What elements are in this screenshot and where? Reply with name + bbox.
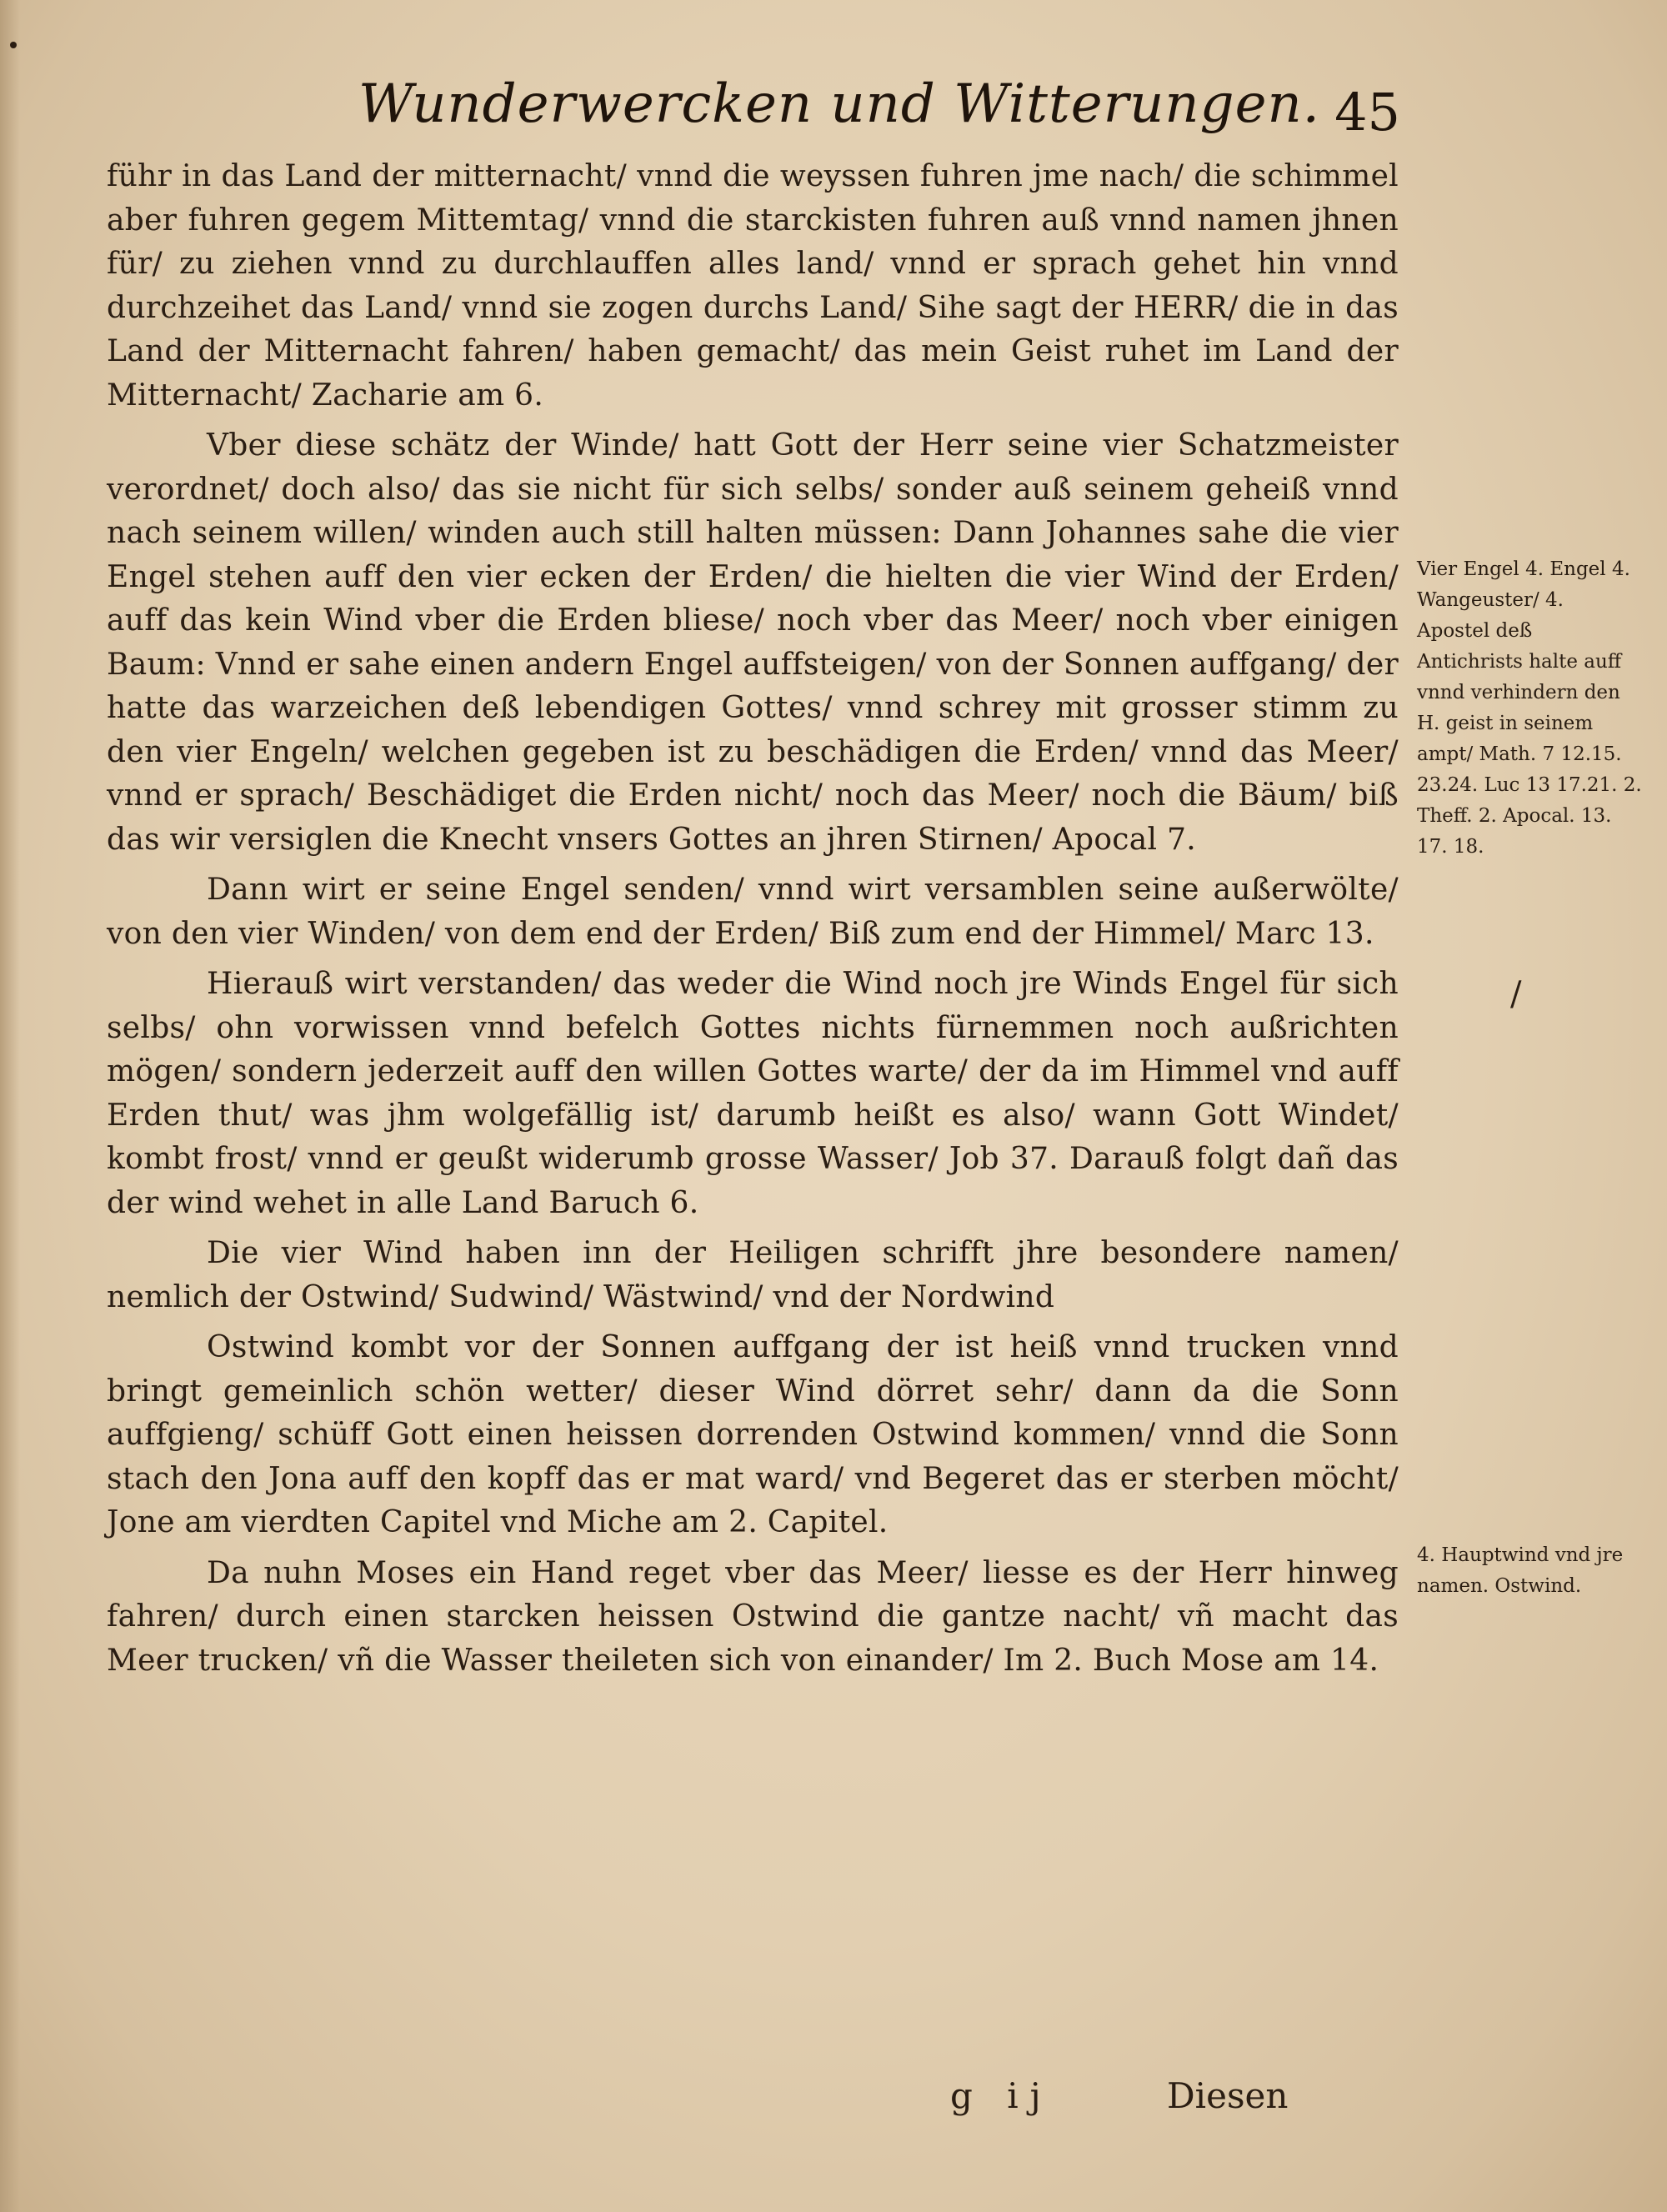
ink-dot — [10, 42, 17, 48]
body-text — [107, 155, 1399, 1689]
page-number: 45 — [1334, 82, 1400, 143]
paragraph-6: Ostwind kombt vor der Sonnen auffgang der ist heiß vnnd trucken vnnd bringt gemeinlich schön wetter/ dieser Wind dörret sehr/ dann da die Sonn auffgieng/ schüff Gott einen heissen dorrenden Ostwind kommen/ vnnd die Sonn stach den Jona auff den kopff das er mat ward/ vnd Begeret das er sterben möcht/ Jone am vierdten Capitel vnd Miche am 2. Capitel. — [107, 1330, 1399, 1539]
margin-note-hauptwind: 4. Hauptwind vnd jre namen. Ostwind. — [1417, 1544, 1624, 1597]
paragraph-5: Die vier Wind haben inn der Heiligen schrifft jhre besondere namen/ nemlich der Ostwind/ Sudwind/ Wästwind/ vnd der Nordwind — [107, 1236, 1399, 1314]
page-header — [358, 73, 1400, 165]
paragraph-4: Hierauß wirt verstanden/ das weder die Wind noch jre Winds Engel für sich selbs/ ohn vorwissen vnnd befelch Gottes nichts fürnemmen noch außrichten mögen/ sondern jederzeit auff den willen Gottes warte/ der da im Himmel vnd auff Erden thut/ was jhm wolgefällig ist/ darumb heißt es also/ wann Gott Windet/ kombt frost/ vnnd er geußt widerumb grosse Wasser/ Job 37. Darauß folgt dañ das der wind wehet in alle Land Baruch 6. — [107, 967, 1399, 1220]
page-edge-shadow — [0, 0, 20, 2212]
stray-mark: / — [1510, 975, 1522, 1013]
running-head: Wunderwercken und Witterungen. — [358, 73, 1320, 135]
paragraph-1: führ in das Land der mitternacht/ vnnd die weyssen fuhren jme nach/ die schimmel aber fuhren gegem Mittemtag/ vnnd die starckisten fuhren auß vnnd namen jhnen für/ zu ziehen vnnd zu durchlauffen alles land/ vnnd er sprach gehet hin vnnd durchzeihet das Land/ vnnd sie zogen durchs Land/ Sihe sagt der HERR/ die in das Land der Mitternacht fahren/ haben gemacht/ das mein Geist ruhet im Land der Mitternacht/ Zacharie am 6. — [107, 159, 1399, 413]
margin-note-engel: Vier Engel 4. Engel 4. Wangeuster/ 4. Apostel deß Antichrists halte auff vnnd verhindern den H. geist in seinem ampt/ Math. 7 12.15. 23.24. Luc 13 17.21. 2. Theff. 2. Apocal. 13. 17. 18. — [1417, 558, 1642, 858]
paragraph-2: Vber diese schätz der Winde/ hatt Gott der Herr seine vier Schatzmeister verordnet/ doch also/ das sie nicht für sich selbs/ sonder auß seinem geheiß vnnd nach seinem willen/ winden auch still halten müssen: Dann Johannes sahe die vier Engel stehen auff den vier ecken der Erden/ die hielten die vier Wind der Erden/ auff das kein Wind vber die Erden bliese/ noch vber das Meer/ noch vber einigen Baum: Vnnd er sahe einen andern Engel auffsteigen/ von der Sonnen auffgang/ der hatte das warzeichen deß lebendigen Gottes/ vnnd schrey mit grosser stimm zu den vier Engeln/ welchen gegeben ist zu beschädigen die Erden/ vnnd das Meer/ vnnd er sprach/ Beschädiget die Erden nicht/ noch das Meer/ noch die Bäum/ biß das wir versiglen die Knecht vnsers Gottes an jhren Stirnen/ Apocal 7. — [107, 428, 1399, 857]
paragraph-7: Da nuhn Moses ein Hand reget vber das Meer/ liesse es der Herr hinweg fahren/ durch einen starcken heissen Ostwind die gantze nacht/ vñ macht das Meer trucken/ vñ die Wasser theileten sich von einander/ Im 2. Buch Mose am 14. — [107, 1555, 1399, 1678]
signature-mark: g ij — [950, 2075, 1053, 2116]
catchword: Diesen — [1167, 2075, 1289, 2116]
paragraph-3: Dann wirt er seine Engel senden/ vnnd wirt versamblen seine außerwölte/ von den vier Winden/ von dem end der Erden/ Biß zum end der Himmel/ Marc 13. — [107, 873, 1399, 951]
